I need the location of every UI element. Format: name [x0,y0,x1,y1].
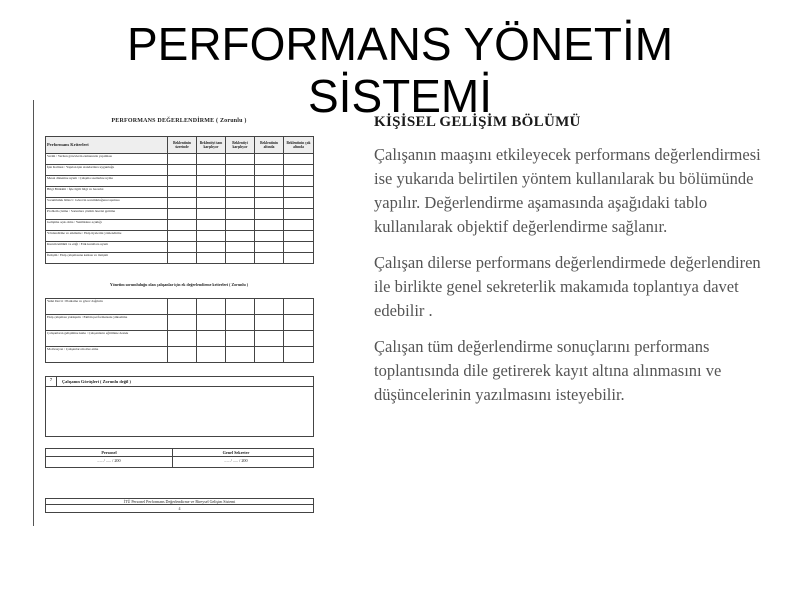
criterion-label: Gelişime açık olma : Yeniliklere açıklığı [46,220,168,231]
slide-title-line1: PERFORMANS YÖNETİM [126,18,674,70]
form-title: PERFORMANS DEĞERLENDİRME ( Zorunlu ) [111,118,247,124]
table-row [46,347,314,363]
criteria-table [45,136,314,264]
slide-title-line2: SİSTEMİ [307,70,493,122]
criterion-label: Bilgi Birikimi : İşle ilgili bilgi ve becerisi [46,187,168,198]
left-divider [33,100,34,526]
employee-comments-box [45,376,314,437]
footer-text: İTÜ Personel Performans Değerlendirme ve Bireysel Gelişim Sistemi [123,499,236,504]
signature-date-secretary: ..... / ..... / 200 [224,458,248,463]
criterion-label: İşin Kalitesi : Yapılan işin standartlara uygunluğu [46,165,168,176]
manager-criteria-title: Yönetim sorumluluğu olan çalışanlar için ek değerlendirme kriterleri ( Zorunlu ) [109,282,249,287]
table-header: Performans Kriterleri [46,137,168,154]
slide-title [0,18,800,122]
section-heading: KİŞİSEL GELİŞİM BÖLÜMÜ [374,114,581,130]
criterion-label: Çalışanların gelişimine katkı : Çalışanların eğitimine destek [46,331,168,347]
criterion-label: Sorumluluk bilinci : Görevin sorumluluğunu taşıması [46,198,168,209]
paragraph: Çalışan dilerse performans değerlendirmede değerlendiren ile birlikte genel sekreterlik makamıda toplantıya davet edebilir . [374,253,761,320]
table-row [46,242,314,253]
divider [46,386,313,387]
criterion-label: Kurum kültürü ve etiği : Etik kurallara uyum [46,242,168,253]
table-row [46,165,314,176]
table-row [46,331,314,347]
criterion-label: İletişim : Ekip çalışmasına katkısı ve iletişim [46,253,168,264]
criterion-label: Verim : Verilen görevlerin zamanında yapılması [46,154,168,165]
table-row [46,176,314,187]
table-row [46,198,314,209]
section-number: 7 [46,377,57,387]
criterion-label: Ekip çalışması yaklaşımı : Ekibin performansını yükseltme [46,315,168,331]
section-label: Çalışanın Görüşleri ( Zorunlu değil ) [62,379,131,384]
form-footer [45,498,314,513]
criterion-label: Problem çözme : Sorunlara çözüm önerisi getirme [46,209,168,220]
signature-label-personnel: Personel [101,450,117,455]
divider [46,504,313,505]
criterion-label: Yetki Devri : Planlama ve görev dağılımı [46,299,168,315]
page-number: 4 [178,506,181,511]
form-thumbnail [45,118,313,514]
table-row [46,231,314,242]
criterion-label: Mesai düzenine uyum : Çalışma saatlerine uyma [46,176,168,187]
table-row [46,154,314,165]
table-header: Beklentiyi karşılıyor [226,137,255,154]
criterion-label: Yönlendirme ve etkileme : Ekip üyelerini yönlendirme [46,231,168,242]
signature-label-secretary: Genel Sekreter [222,450,250,455]
table-header: Beklentinin çok altında [284,137,314,154]
paragraph: Çalışan tüm değerlendirme sonuçlarını performans toplantısında dile getirerek kayıt altına alınmasını ve düşüncelerinin yazılmasını isteyebilir. [374,337,722,404]
table-row [46,187,314,198]
table-row [46,220,314,231]
table-row [46,209,314,220]
table-header: Beklentiyi tam karşılıyor [197,137,226,154]
body-text [374,114,774,419]
criterion-label: Motivasyon : Çalışanları motive etme [46,347,168,363]
manager-criteria-table [45,298,314,363]
signature-table [45,448,314,468]
signature-date-personnel: ..... / ..... / 200 [97,458,121,463]
table-header: Beklentinin altında [255,137,284,154]
table-row [46,253,314,264]
divider [46,456,313,457]
table-row [46,299,314,315]
paragraph: Çalışanın maaşını etkileyecek performans değerlendirmesi ise yukarıda belirtilen yöntem kullanılarak bu bölümünde yapılır. Değerlendirme aşamasında aşağıdaki tablo kullanılarak objektif değerlendirme sağlanır. [374,145,761,236]
table-row [46,315,314,331]
table-header: Beklentinin üzerinde [168,137,197,154]
